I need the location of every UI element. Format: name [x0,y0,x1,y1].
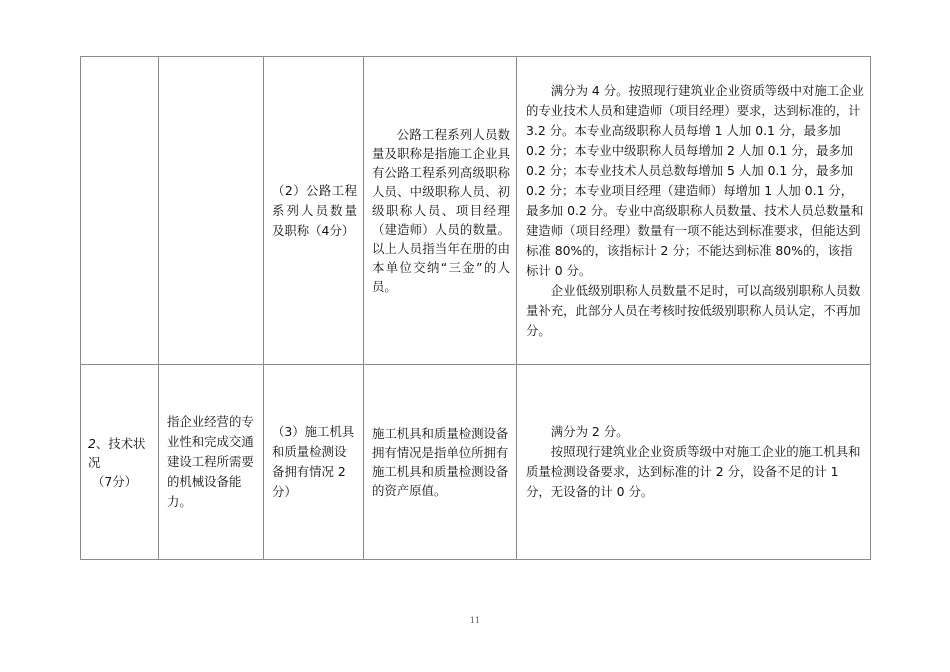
explanation-text: 公路工程系列人员数量及职称是指施工企业具有公路工程系列高级职称人员、中级职称人员、初级职称人员、项目经理（建造师）人员的数量。以上人员指当年在册的由本单位交纳“三金”的人员。 [372,127,510,294]
criteria-table [80,56,871,560]
category-cell [81,365,159,560]
scoring-paragraph: 按照现行建筑业企业资质等级中对施工企业的施工机具和质量检测设备要求，达到标准的计 2 分，设备不足的计 1 分，无设备的计 0 分。 [526,444,861,499]
definition-cell [159,57,264,365]
explanation-cell [364,57,517,365]
scoring-paragraph: 企业低级别职称人员数量不足时，可以高级别职称人员数量补充，此部分人员在考核时按低级别职称人员认定，不再加分。 [526,282,861,338]
table-row [81,57,871,365]
category-number: 2 [88,435,96,451]
scoring-paragraph: 满分为 4 分。按照现行建筑业企业资质等级中对施工企业的专业技术人员和建造师（项目经理）要求，达到标准的，计 3.2 分。本专业高级职称人员每增 1 人加 0.1 分，最多加 0.2 分；本专业中级职称人员每增加 2 人加 0.1 分，最多加 0.2 分；本专业技术人员总数每增加 5 人加 0.1 分，最多加 0.2 分；本专业项目经理（建造师）每增加 1 人加 0.1 分，最多加 0.2 分。专业中高级职称人员数量、技术人员总数量和建造师（项目经理）数量有一项不能达到标准要求，但能达到标准 80%的，该指标计 2 分；不能达到标准 80%的，该指标计 0 分。 [526,82,864,278]
table-row [81,365,871,560]
category-cell [81,57,159,365]
definition-cell: 指企业经营的专业性和完成交通建设工程所需要的机械设备能力。 [159,365,264,560]
scoring-cell [517,365,871,560]
scoring-paragraph: 满分为 2 分。 [550,424,629,439]
scoring-cell [517,57,871,365]
explanation-cell: 施工机具和质量检测设备拥有情况是指单位所拥有施工机具和质量检测设备的资产原值。 [364,365,517,560]
indicator-cell: （3）施工机具和质量检测设备拥有情况 2分） [264,365,364,560]
category-label: 、技术状况 [88,435,146,470]
page-number: 11 [469,616,481,625]
category-points: （7分） [92,473,138,489]
indicator-cell: （2）公路工程系列人员数量及职称（4分） [264,57,364,365]
